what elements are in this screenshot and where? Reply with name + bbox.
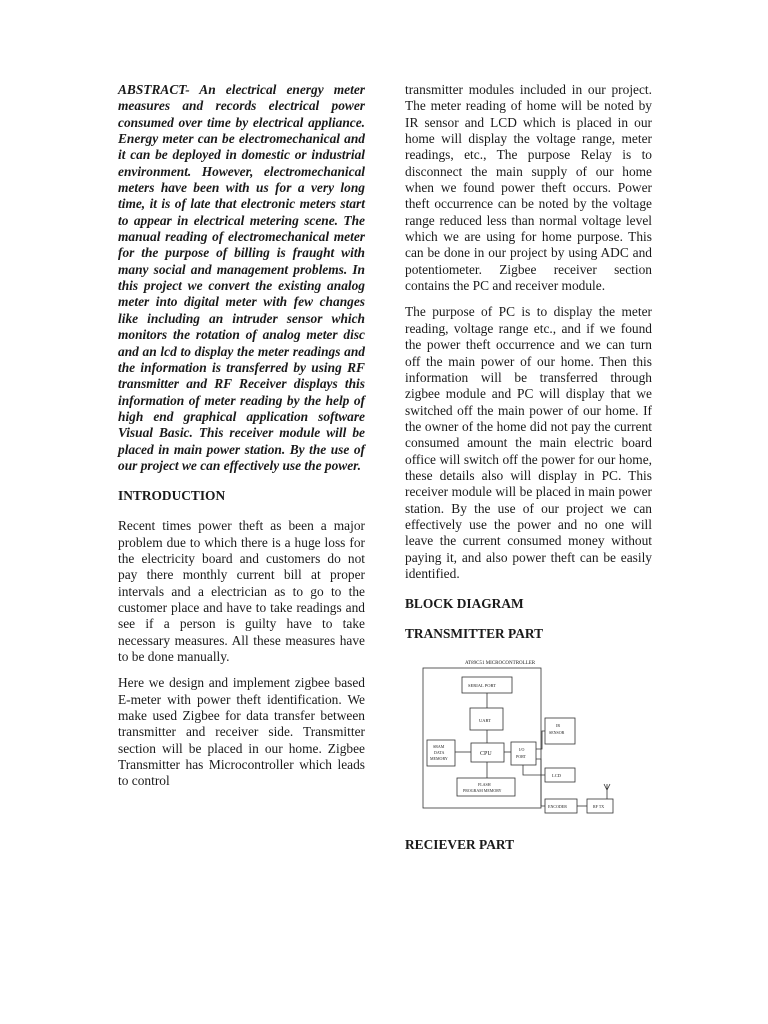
flash-label-2: PROGRAM MEMORY [463,788,502,794]
introduction-paragraph-3: The purpose of PC is to display the meter reading, voltage range etc., and if we found the power theft occurrence and we can turn off the main power of our home. Then this information will be transferred through zigbee module and PC will display that we switched off the main power of our home. If the owner of the home did not pay the current consumed amount the main electric board office will switch off the power for our home, these details also will display in PC. This receiver module will be placed in main power station. By the use of our project we can effectively use the power and no one will leave the current consumed money without paying it, and also power theft can be easily identified. [405,304,652,581]
ir-label-2: SENSOR [549,730,565,736]
io-to-encoder-wire [536,759,545,806]
io-label-2: PORT [516,754,526,760]
serial-port-label: SERIAL PORT [468,683,496,689]
io-to-lcd-wire [523,765,545,775]
ir-label-1: IR [556,723,560,729]
block-diagram-heading: BLOCK DIAGRAM [405,596,524,612]
sram-label-3: MEMORY [430,756,448,762]
sram-label-2: DATA [434,750,445,756]
introduction-paragraph-2-start: Here we design and implement zigbee based E-meter with power theft identification. We make used Zigbee for data transfer between transmitter and receiver side. Transmitter section will be placed in our home. Zigbee Transmitter has Microcontroller which leads to control [118,675,365,789]
encoder-label: ENCODER [548,804,567,810]
abstract: ABSTRACT- An electrical energy meter measures and records electrical power consumed over time by electrical appliance. Energy meter can be electromechanical and it can be deployed in domestic or industrial environment. However, electromechanical meters have been with us for a very long time, it is of late that electronic meters start to appear in electrical metering scene. The manual reading of electromechanical meter for the purpose of billing is fraught with many social and management problems. In this project we convert the existing analog meter into digital meter with few changes like including an intruder sensor which monitors the rotation of analog meter disc and an lcd to display the meter readings and the information is transferred by using RF transmitter and RF Receiver displays this information of meter reading by the help of high end graphical application software Visual Basic. This receiver module will be placed in main power station. By the use of our project we can effectively use the power. [118,82,365,473]
diagram-title: AT89C51 MICROCONTROLLER [465,661,536,667]
receiver-part-heading: RECIEVER PART [405,837,515,853]
right-column [405,82,652,853]
introduction-paragraph-2-end: transmitter modules included in our project. The meter reading of home will be noted by IR sensor and LCD which is placed in our home will display the voltage range, meter readings, etc., The purpose Relay is to disconnect the main supply of our home when we found power theft occurs. Power theft occurrence can be noted by the voltage range reduced less than normal voltage level which we are using for home purpose. This can be done in our project by using ADC and potentiometer. Zigbee receiver section contains the PC and receiver module. [405,82,652,294]
cpu-label: CPU [480,751,492,758]
flash-label-1: FLASH [478,782,491,788]
io-to-ir-wire [536,731,545,749]
uart-label: UART [479,718,491,724]
antenna-icon [604,784,610,799]
flash-memory-block [457,778,515,796]
transmitter-part-heading: TRANSMITTER PART [405,626,544,642]
left-column [118,82,365,790]
introduction-heading: INTRODUCTION [118,488,226,504]
io-label-1: I/O [519,747,525,753]
introduction-paragraph-1: Recent times power theft as been a major problem due to which there is a huge loss for the electricity board and customers do not pay there monthly current bill at proper intervals and a electrician as to go to the customer place and have to take readings and see if a person is guilty have to take necessary measures. All these measures have to be done manually. [118,518,365,664]
transmitter-block-diagram [415,656,625,816]
sram-label-1: SRAM [433,744,445,750]
lcd-label: LCD [552,773,561,779]
microcontroller-outline [423,668,541,808]
rf-tx-label: RF TX [593,804,605,810]
